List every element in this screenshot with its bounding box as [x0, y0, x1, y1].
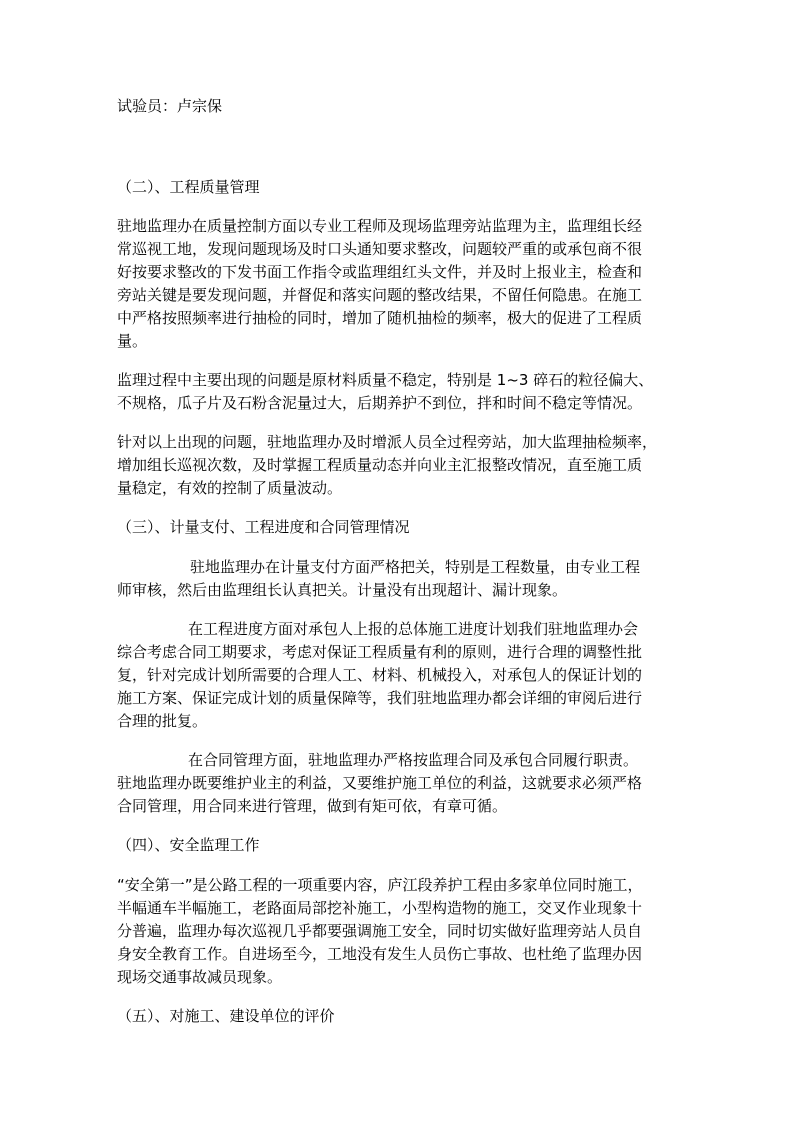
text-line: “安全第一”是公路工程的一项重要内容，庐江段养护工程由多家单位同时施工，	[117, 876, 643, 894]
inspector-line: 试验员：卢宗保	[117, 97, 223, 115]
section-2-heading: （二）、工程质量管理	[117, 178, 260, 196]
text-line: 好按要求整改的下发书面工作指令或监理组红头文件，并及时上报业主，检查和	[117, 263, 643, 281]
text-line: 复，针对完成计划所需要的合理人工、材料、机械投入，对承包人的保证计划的	[117, 666, 643, 684]
text-line: 师审核，然后由监理组长认真把关。计量没有出现超计、漏计现象。	[117, 581, 568, 599]
text-line: 施工方案、保证完成计划的质量保障等，我们驻地监理办都会详细的审阅后进行	[117, 689, 643, 707]
text-line: 针对以上出现的问题，驻地监理办及时增派人员全过程旁站，加大监理抽检频率，	[117, 433, 658, 451]
text-line: 在工程进度方面对承包人上报的总体施工进度计划我们驻地监理办会	[188, 620, 639, 638]
text-line: 驻地监理办既要维护业主的利益，又要维护施工单位的利益，这就要求必须严格	[117, 774, 643, 792]
text-line: 驻地监理办在质量控制方面以专业工程师及现场监理旁站监理为主，监理组长经	[117, 217, 643, 235]
section-5-heading: （五）、对施工、建设单位的评价	[117, 1007, 335, 1025]
text-line: 身安全教育工作。自进场至今，工地没有发生人员伤亡事故、也杜绝了监理办因	[117, 945, 643, 963]
text-line: 合同管理，用合同来进行管理，做到有矩可依，有章可循。	[117, 797, 508, 815]
text-line: 中严格按照频率进行抽检的同时，增加了随机抽检的频率，极大的促进了工程质	[117, 309, 643, 327]
text-line: 量。	[117, 332, 148, 350]
text-line: 在合同管理方面，驻地监理办严格按监理合同及承包合同履行职责。	[188, 751, 639, 769]
text-line: 合理的批复。	[117, 712, 208, 730]
text-line: 半幅通车半幅施工，老路面局部挖补施工，小型构造物的施工，交叉作业现象十	[117, 899, 643, 917]
section-3-heading: （三）、计量支付、工程进度和合同管理情况	[117, 518, 410, 536]
text-line: 常巡视工地，发现问题现场及时口头通知要求整改，问题较严重的或承包商不很	[117, 240, 643, 258]
text-line: 监理过程中主要出现的问题是原材料质量不稳定，特别是 1~3 碎石的粒径偏大、	[117, 371, 654, 389]
text-line: 量稳定，有效的控制了质量波动。	[117, 479, 343, 497]
text-line: 现场交通事故减员现象。	[117, 968, 283, 986]
text-line: 驻地监理办在计量支付方面严格把关，特别是工程数量，由专业工程	[190, 558, 641, 576]
text-line: 增加组长巡视次数，及时掌握工程质量动态并向业主汇报整改情况，直至施工质	[117, 456, 643, 474]
section-4-heading: （四）、安全监理工作	[117, 836, 260, 854]
text-line: 综合考虑合同工期要求，考虑对保证工程质量有利的原则，进行合理的调整性批	[117, 643, 643, 661]
text-line: 分普遍，监理办每次巡视几乎都要强调施工安全，同时切实做好监理旁站人员自	[117, 922, 643, 940]
text-line: 旁站关键是要发现问题，并督促和落实问题的整改结果，不留任何隐患。在施工	[117, 286, 643, 304]
text-line: 不规格，瓜子片及石粉含泥量过大，后期养护不到位，拌和时间不稳定等情况。	[117, 394, 643, 412]
